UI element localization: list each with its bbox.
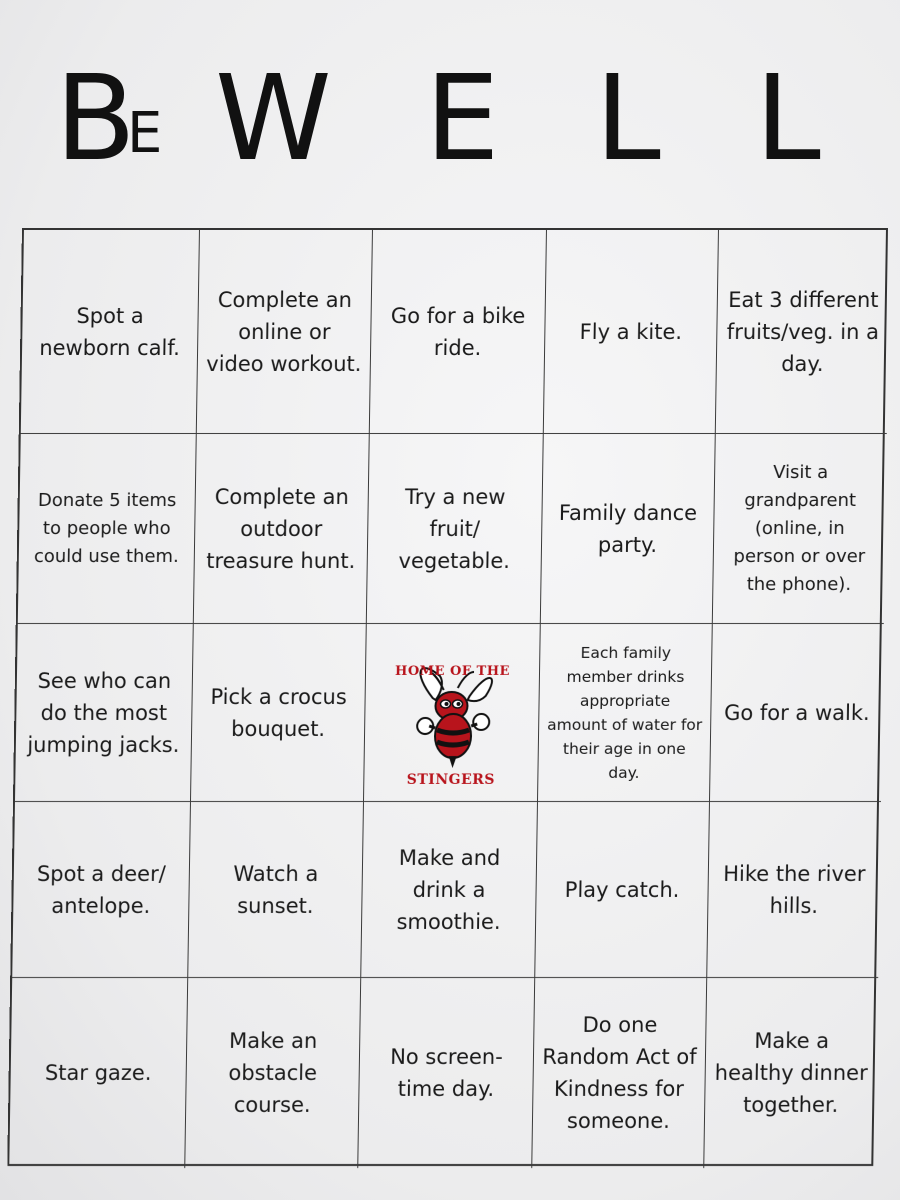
bingo-cell: Do one Random Act of Kindness for someone. [532,978,707,1168]
page-title [55,49,835,187]
bingo-cell: Star gaze. [9,978,188,1168]
logo-top-text: HOME OF THE [394,663,511,679]
bingo-cell: Play catch. [535,802,710,978]
bingo-cell: Make and drink a smoothie. [361,802,538,978]
bingo-cell: Pick a crocus bouquet. [191,624,367,802]
bingo-cell: Visit a grandparent (online, in person or over the phone). [713,434,887,624]
bingo-cell: Watch a sunset. [188,802,364,978]
stingers-logo [376,638,528,788]
bingo-cell: Hike the river hills. [707,802,881,978]
bingo-cell: Donate 5 items to people who could use them. [18,434,197,624]
free-space-logo-cell [364,624,541,802]
bingo-cell: Spot a newborn calf. [21,230,200,434]
title-letter-l-2: L [755,49,821,187]
title-letter-l-1: L [595,49,661,187]
title-letter-b: B [55,49,136,187]
bingo-cell: Each family member drinks appropriate amount of water for their age in one day. [538,624,713,802]
bingo-grid [7,228,888,1166]
title-letter-e: E [425,49,500,187]
bingo-cell: Complete an online or video workout. [197,230,373,434]
bingo-cell: Family dance party. [541,434,716,624]
bingo-cell: Go for a walk. [710,624,884,802]
bingo-cell: Go for a bike ride. [370,230,547,434]
bingo-cell: Fly a kite. [544,230,719,434]
bingo-cell: Make an obstacle course. [185,978,361,1168]
bingo-cell: Try a new fruit/ vegetable. [367,434,544,624]
bingo-cell: Eat 3 different fruits/veg. in a day. [716,230,890,434]
logo-bottom-text: STINGERS [406,771,496,788]
bingo-cell: Make a healthy dinner together. [714,1029,868,1117]
bingo-cell: No screen-time day. [358,978,535,1168]
title-letter-e-small: E [127,101,163,166]
title-letter-w: W [215,49,332,187]
bingo-cell: See who can do the most jumping jacks. [15,624,194,802]
bingo-cell: Complete an outdoor treasure hunt. [194,434,370,624]
bingo-cell: Spot a deer/ antelope. [12,802,191,978]
